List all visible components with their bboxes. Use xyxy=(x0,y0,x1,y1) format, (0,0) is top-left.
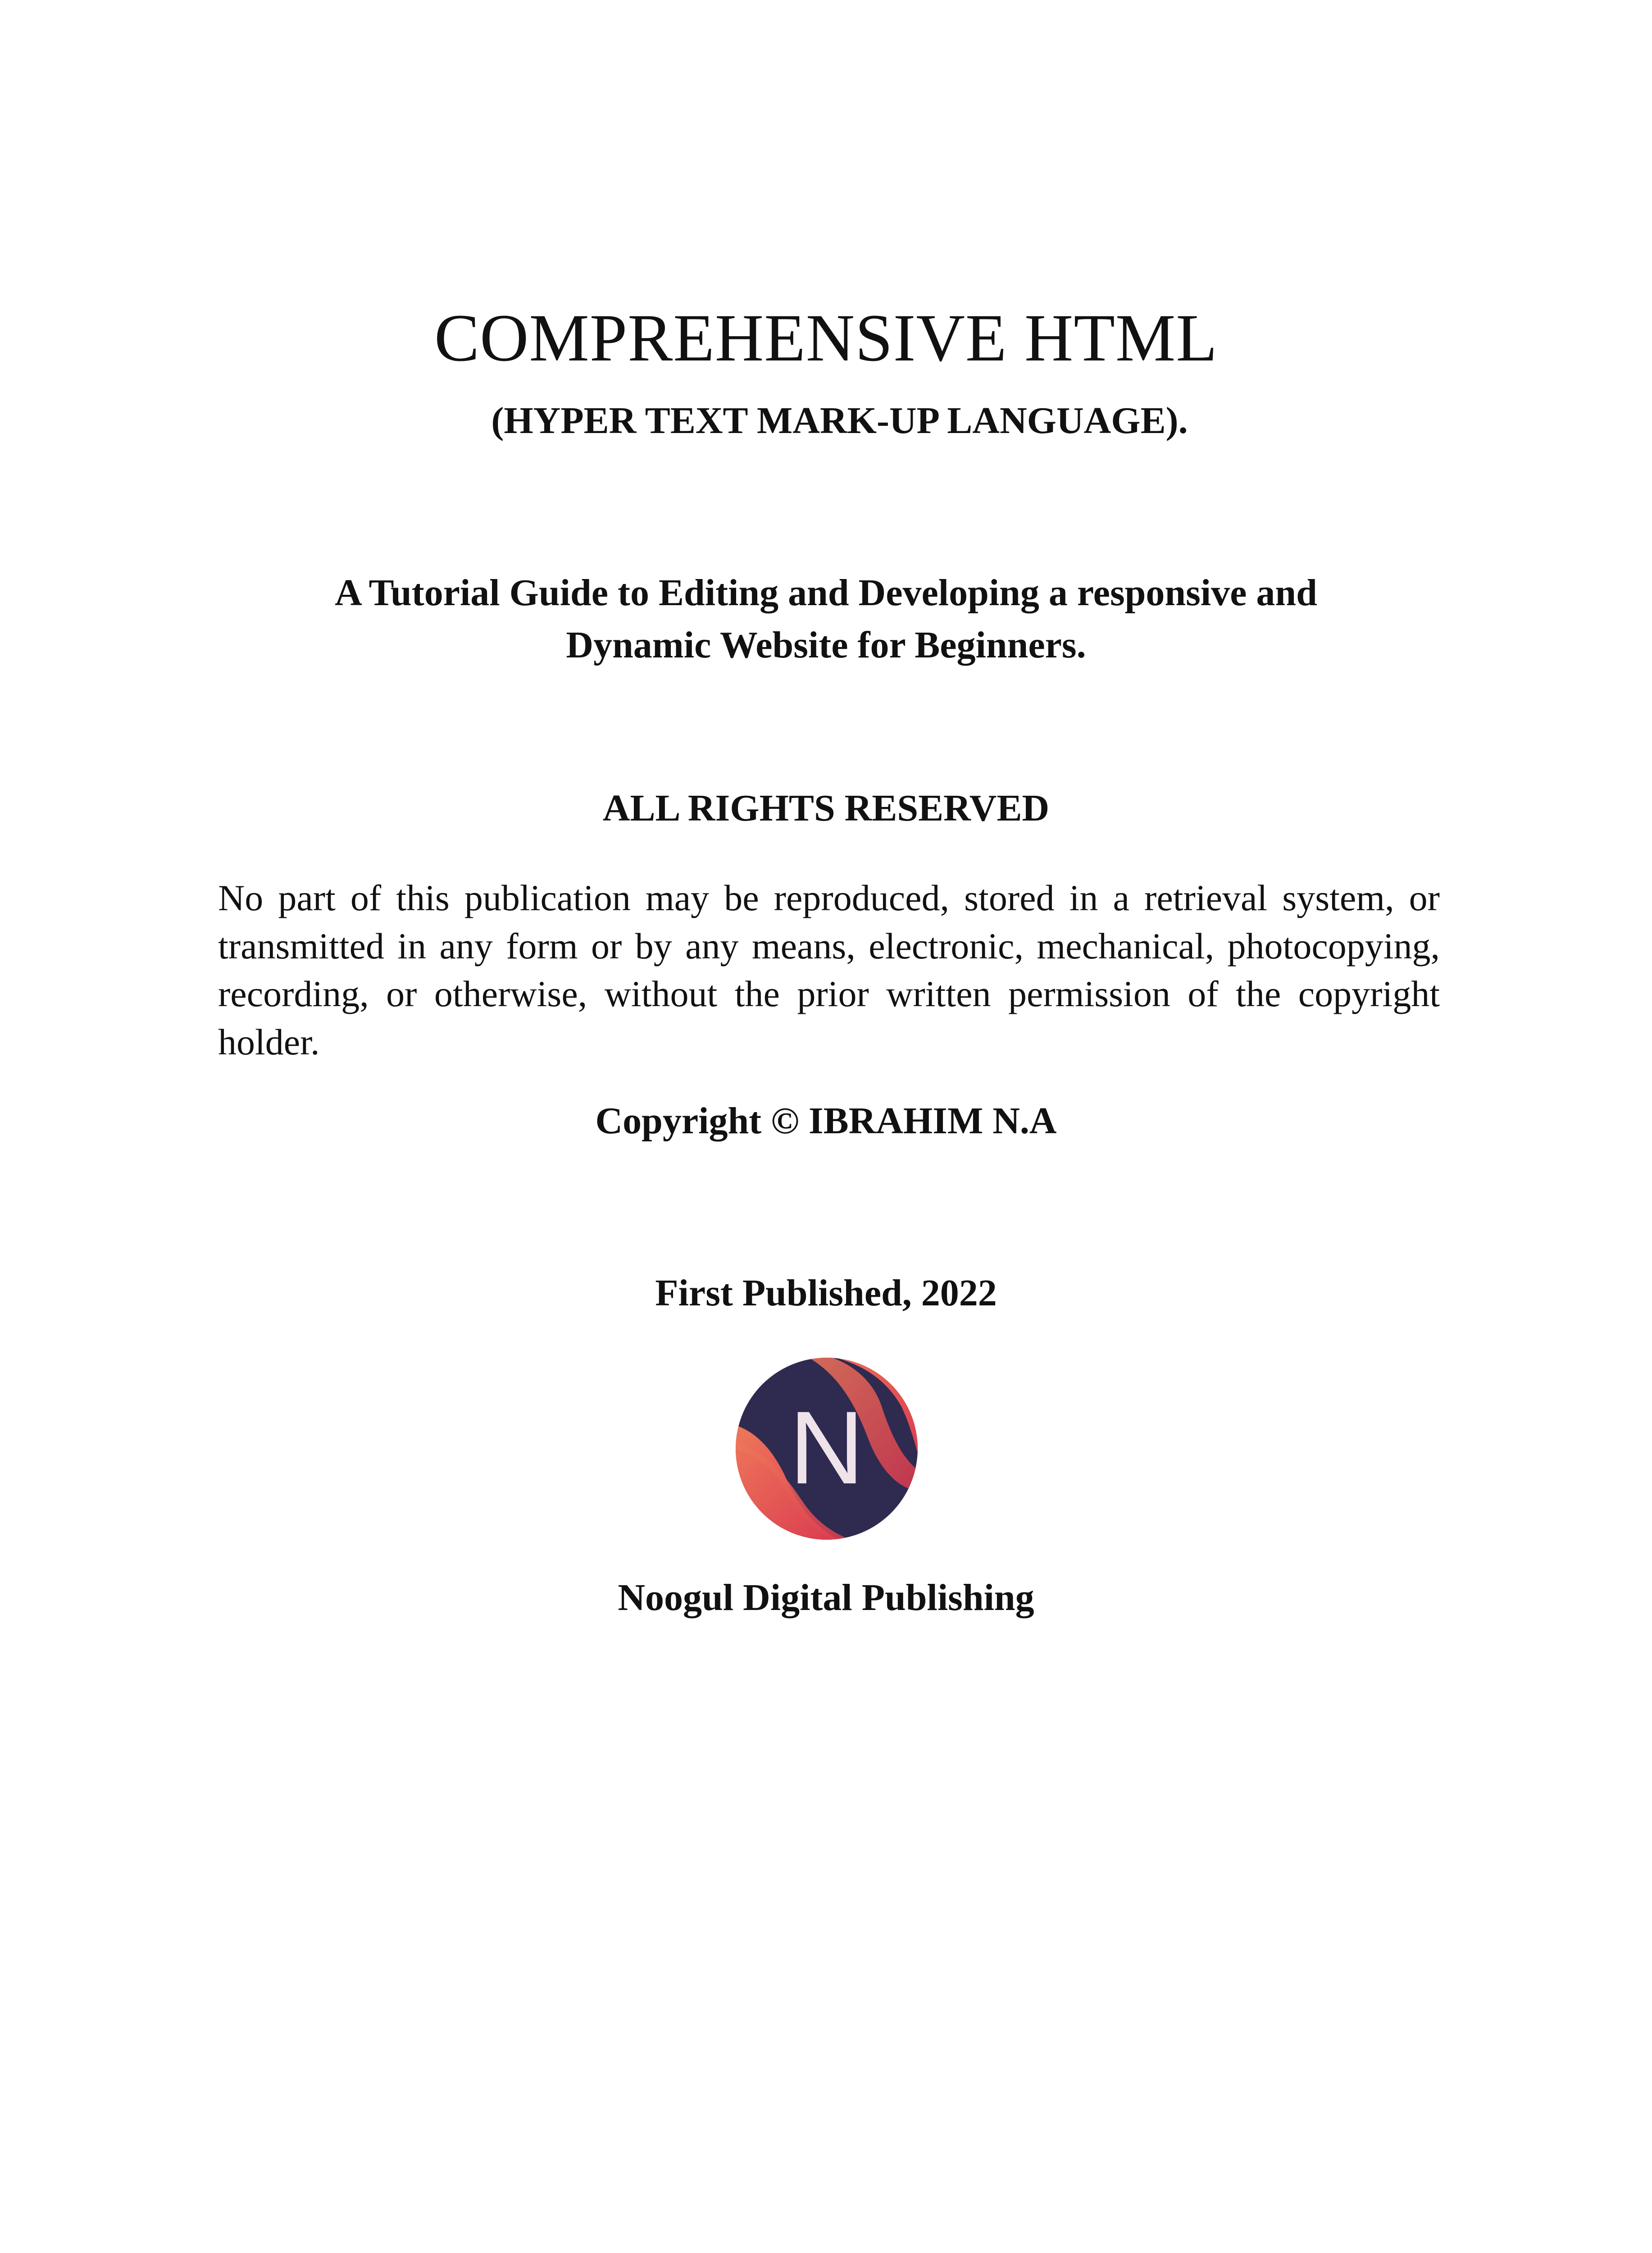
logo-letter: N xyxy=(789,1390,865,1505)
first-published-line: First Published, 2022 xyxy=(655,1272,997,1314)
copyright-line: Copyright © IBRAHIM N.A xyxy=(595,1100,1057,1142)
book-subtitle: (HYPER TEXT MARK-UP LANGUAGE). xyxy=(491,400,1188,442)
n-logo-icon xyxy=(734,1356,919,1541)
tagline-line-1: A Tutorial Guide to Editing and Developing a responsive and xyxy=(335,572,1317,614)
rights-heading: ALL RIGHTS RESERVED xyxy=(602,787,1050,829)
rights-statement: No part of this publication may be reproduced, stored in a retrieval system, or transmitted in any form or by any means, electronic, mechanical, photocopying, recording, or otherwise, without the prior written permission of the copyright holder. xyxy=(218,877,1440,1063)
publisher-name: Noogul Digital Publishing xyxy=(618,1577,1034,1619)
book-title: COMPREHENSIVE HTML xyxy=(434,301,1218,375)
book-tagline xyxy=(0,567,1652,671)
publisher-logo xyxy=(734,1356,919,1541)
tagline-line-2: Dynamic Website for Beginners. xyxy=(566,624,1086,666)
